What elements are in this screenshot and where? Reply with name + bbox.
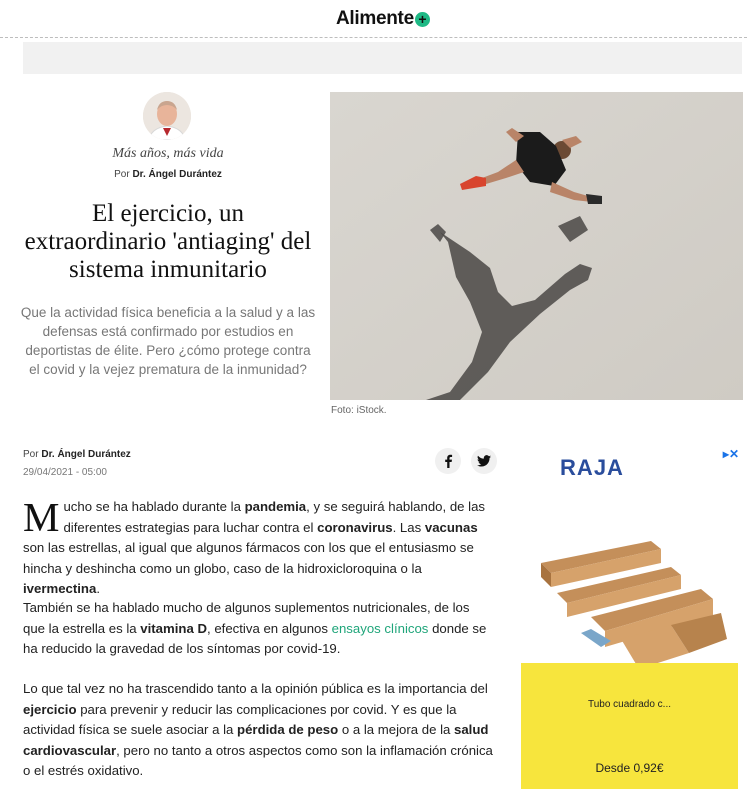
keyword-perdida-de-peso: pérdida de peso xyxy=(237,722,339,737)
photo-credit: Foto: iStock. xyxy=(331,405,387,416)
link-ensayos-clinicos[interactable]: ensayos clínicos xyxy=(331,620,429,636)
article-paragraph-1: Mucho se ha hablado durante la pandemia, y se seguirá hablando, de las diferentes estrategias para luchar contra el coronavirus. Las vacunas son las estrellas, al igual que algunos fármacos con los que el entusiasmo se hincha y deshincha como un globo, caso de la hidroxicloroquina o la ivermectina. xyxy=(23,494,486,596)
hero-photo xyxy=(330,92,743,400)
twitter-icon xyxy=(477,455,491,467)
share-facebook-button[interactable] xyxy=(435,448,461,474)
site-logo[interactable] xyxy=(336,8,430,30)
top-ad-banner xyxy=(23,42,742,74)
keyword-salud-cardiovascular: salud cardiovascular xyxy=(23,722,489,758)
hero-byline xyxy=(23,169,313,180)
article-paragraph-3: Lo que tal vez no ha trascendido tanto a la opinión pública es la importancia del ejercicio para prevenir y reducir las complicaciones por covid. Y es que la actividad física se suele asociar a la pérdida de peso o a la mejora de la salud cardiovascular, pero no tanto a otros aspectos como son la inflamación crónica o el estrés oxidativo. xyxy=(23,681,493,778)
keyword-pandemia: pandemia xyxy=(244,499,307,514)
byline-prefix: Por xyxy=(23,449,39,460)
facebook-icon xyxy=(442,454,454,468)
article-headline: El ejercicio, un extraordinario 'antiaging' del sistema inmunitario xyxy=(24,200,312,283)
publish-date: 29/04/2021 - 05:00 xyxy=(23,467,107,478)
section-kicker[interactable]: Más años, más vida xyxy=(112,146,224,161)
hero-author-link[interactable]: Dr. Ángel Durántez xyxy=(132,169,222,180)
keyword-ivermectina: ivermectina xyxy=(23,581,97,596)
keyword-ejercicio: ejercicio xyxy=(23,701,77,717)
keyword-coronavirus: coronavirus xyxy=(317,519,393,535)
logo-text: Alimente xyxy=(336,8,414,29)
keyword-vitamina-d: vitamina D xyxy=(140,620,207,636)
sidebar-ad[interactable] xyxy=(520,447,739,789)
logo-plus-icon: + xyxy=(415,12,430,27)
article-subhead: Que la actividad física beneficia a la salud y a las defensas está confirmado por estudios en deportistas de élite. Pero ¿cómo protege contra el covid y la vejez prematura de la inmunidad? xyxy=(20,305,316,377)
keyword-vacunas: vacunas xyxy=(424,519,478,535)
ad-brand-logo: RAJA xyxy=(560,455,624,480)
byline-prefix: Por xyxy=(114,169,130,180)
author-avatar[interactable] xyxy=(143,92,191,140)
article-byline xyxy=(23,449,131,460)
ad-product-title[interactable]: Tubo cuadrado c... xyxy=(587,699,671,710)
share-twitter-button[interactable] xyxy=(471,448,497,474)
site-header xyxy=(0,0,747,38)
article-paragraph-2: También se ha hablado mucho de algunos suplementos nutricionales, de los que la estrella es la vitamina D, efectiva en algunos ensayos clínicos donde se ha reducido la gravedad de los síntomas por covid-19. xyxy=(23,600,487,656)
article-author-link[interactable]: Dr. Ángel Durántez xyxy=(41,449,131,460)
adchoices-icon[interactable]: ▸✕ xyxy=(722,447,739,461)
ad-price: Desde 0,92€ xyxy=(595,761,664,775)
drop-cap: M xyxy=(23,494,60,540)
